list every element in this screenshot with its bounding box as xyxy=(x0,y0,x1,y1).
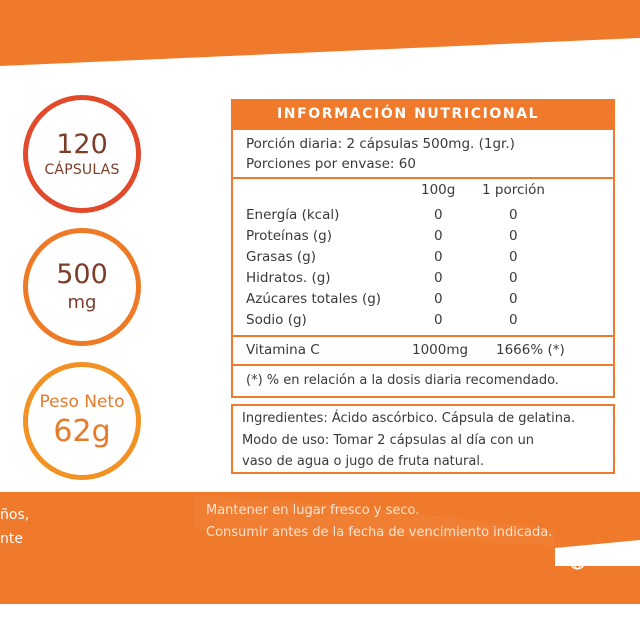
footnote: (*) % en relación a la dosis diaria recomendado. xyxy=(246,373,559,388)
usage-text: Modo de uso: Tomar 2 cápsulas al día con un xyxy=(242,433,535,448)
nutrient-value-100g: 0 xyxy=(434,270,443,286)
cut-off-text: ños, xyxy=(0,507,30,523)
nutrient-value-portion: 0 xyxy=(509,228,518,244)
nutrient-value-100g: 0 xyxy=(434,291,443,307)
vitamin-value-100g: 1000mg xyxy=(412,342,469,358)
nutrient-value-portion: 0 xyxy=(509,312,518,328)
capsules-number: 120 xyxy=(56,128,108,160)
storage-instructions: Mantener en lugar fresco y seco. xyxy=(206,503,420,518)
nutrient-value-100g: 0 xyxy=(434,228,443,244)
nutrient-label: Energía (kcal) xyxy=(246,207,340,223)
globe-icon xyxy=(569,553,586,570)
nutrient-value-100g: 0 xyxy=(434,207,443,223)
capsules-badge xyxy=(23,95,141,213)
bottom-band xyxy=(0,486,640,604)
serving-size: Porción diaria: 2 cápsulas 500mg. (1gr.) xyxy=(246,136,515,152)
nutrient-label: Proteínas (g) xyxy=(246,228,333,244)
divider xyxy=(231,335,615,337)
website-text: amir xyxy=(592,551,631,571)
column-header-portion: 1 porción xyxy=(482,182,545,198)
nutrient-label: Grasas (g) xyxy=(246,249,317,265)
weight-number: 500 xyxy=(56,258,108,290)
net-weight-label: Peso Neto xyxy=(39,392,125,412)
nutrient-label: Azúcares totales (g) xyxy=(246,291,382,307)
nutrient-value-portion: 0 xyxy=(509,207,518,223)
nutrition-title: INFORMACIÓN NUTRICIONAL xyxy=(231,99,615,129)
nutrient-value-100g: 0 xyxy=(434,312,443,328)
nutrient-value-portion: 0 xyxy=(509,270,518,286)
weight-badge xyxy=(23,228,141,346)
nutrient-value-portion: 0 xyxy=(509,291,518,307)
divider xyxy=(231,364,615,366)
nutrient-label: Hidratos. (g) xyxy=(246,270,331,286)
capsules-label: CÁPSULAS xyxy=(44,161,120,178)
ingredients-text: Ingredientes: Ácido ascórbico. Cápsula de gelatina. xyxy=(242,411,576,426)
vitamin-value-portion: 1666% (*) xyxy=(496,342,565,358)
usage-text-continued: vaso de agua o jugo de fruta natural. xyxy=(242,454,485,469)
cut-off-text: nte xyxy=(0,531,23,547)
net-weight-value: 62g xyxy=(53,414,111,449)
nutrient-label: Sodio (g) xyxy=(246,312,307,328)
servings-per-pack: Porciones por envase: 60 xyxy=(246,156,416,172)
top-band xyxy=(0,0,640,100)
nutrient-value-portion: 0 xyxy=(509,249,518,265)
column-header-100g: 100g xyxy=(421,182,456,198)
weight-unit: mg xyxy=(67,291,97,313)
net-weight-badge xyxy=(23,362,141,480)
divider xyxy=(231,177,615,179)
nutrient-value-100g: 0 xyxy=(434,249,443,265)
vitamin-label: Vitamina C xyxy=(246,342,320,358)
expiry-instructions: Consumir antes de la fecha de vencimiento indicada. xyxy=(206,525,553,540)
